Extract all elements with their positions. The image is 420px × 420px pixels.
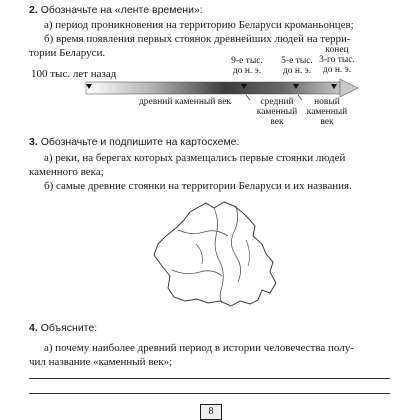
task2-number: 2. bbox=[29, 4, 38, 16]
task2-item-b-line2: тории Беларуси. bbox=[29, 47, 106, 59]
task2-item-b-line1: б) время появления первых стоянок древнейших людей на терри- bbox=[44, 33, 351, 45]
answer-line[interactable] bbox=[29, 378, 390, 379]
period-line: век bbox=[270, 117, 284, 127]
task3-number: 3. bbox=[29, 136, 38, 148]
mark-line: 5-е тыс. bbox=[281, 56, 313, 66]
period-line: средний bbox=[260, 97, 294, 107]
task3-title: Обозначьте и подпишите на картосхеме: bbox=[40, 136, 240, 148]
period-line: новый bbox=[314, 97, 340, 107]
task3-item-a-line2: каменного века; bbox=[29, 166, 104, 178]
timeline-start-label: 100 тыс. лет назад bbox=[31, 68, 117, 80]
task2-item-a: а) период проникновения на территорию Беларуси кроманьонцев; bbox=[44, 19, 354, 31]
river-neman bbox=[178, 230, 228, 236]
mark-line: 3-го тыс. bbox=[319, 55, 355, 65]
mark-line: до н. э. bbox=[232, 66, 262, 76]
river-sozh bbox=[231, 206, 240, 282]
period-line: каменный bbox=[306, 107, 348, 117]
period-line: век bbox=[320, 117, 334, 127]
page-number: 8 bbox=[208, 406, 214, 417]
river-berezina bbox=[196, 244, 202, 264]
river-besed bbox=[246, 240, 250, 266]
mark-line: 9-е тыс. bbox=[231, 56, 263, 66]
task4-item-a-line1: а) почему наиболее древний период в истории человечества полу- bbox=[44, 342, 354, 354]
mark-line: до н. э. bbox=[282, 66, 312, 76]
task2-title: Обозначьте на «ленте времени»: bbox=[40, 4, 203, 16]
river-pripyat bbox=[172, 270, 222, 276]
period-line: древний каменный век bbox=[138, 97, 232, 107]
river-dnieper bbox=[214, 208, 223, 303]
task3-item-a-line1: а) реки, на берегах которых размещались первые стоянки людей bbox=[44, 152, 346, 164]
task4-heading bbox=[29, 322, 97, 334]
page-number-box bbox=[200, 404, 222, 420]
mark-line: конец bbox=[325, 45, 349, 55]
task4-item-a-line2: чил название «каменный век»; bbox=[29, 356, 173, 368]
task3-item-b: б) самые древние стоянки на территории Беларуси и их названия. bbox=[44, 180, 352, 192]
period-line: каменный bbox=[256, 107, 298, 117]
task4-number: 4. bbox=[29, 322, 38, 334]
border-outline bbox=[154, 202, 276, 306]
task4-title: Объясните: bbox=[40, 322, 98, 334]
mark-line: до н. э. bbox=[322, 65, 352, 75]
answer-line[interactable] bbox=[29, 393, 390, 394]
